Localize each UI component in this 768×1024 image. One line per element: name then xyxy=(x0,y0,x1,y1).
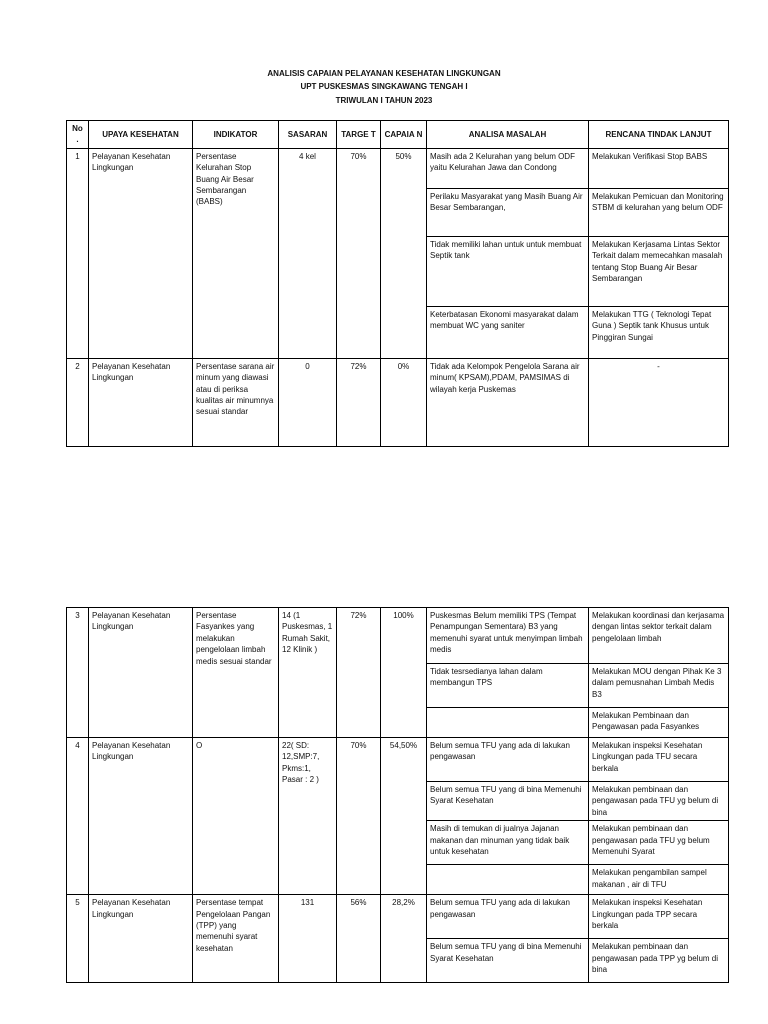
analysis-table-page-1 xyxy=(66,120,729,447)
row-sasaran: 131 xyxy=(279,895,337,983)
row-analisa: Masih di temukan di jualnya Jajanan makanan dan minuman yang tidak baik untuk kesehatan xyxy=(427,821,589,865)
row-rencana: Melakukan MOU dengan Pihak Ke 3 dalam pemusnahan Limbah Medis B3 xyxy=(589,664,729,708)
row-analisa xyxy=(427,708,589,738)
row-rencana: Melakukan inspeksi Kesehatan Lingkungan pada TFU secara berkala xyxy=(589,738,729,782)
row-capaian: 100% xyxy=(381,608,427,738)
table-row xyxy=(67,738,729,782)
row-rencana: Melakukan koordinasi dan kerjasama dengan lintas sektor terkait dalam pengelolaan limbah xyxy=(589,608,729,664)
row-indikator: O xyxy=(193,738,279,895)
row-no: 4 xyxy=(67,738,89,895)
row-analisa: Belum semua TFU yang ada di lakukan pengawasan xyxy=(427,738,589,782)
row-no: 3 xyxy=(67,608,89,738)
header-sasaran: SASARAN xyxy=(279,121,337,149)
row-analisa: Perilaku Masyarakat yang Masih Buang Air Besar Sembarangan, xyxy=(427,188,589,236)
row-analisa: Tidak tesrsedianya lahan dalam membangun TPS xyxy=(427,664,589,708)
row-rencana: Melakukan Pembinaan dan Pengawasan pada Fasyankes xyxy=(589,708,729,738)
row-capaian: 0% xyxy=(381,358,427,446)
row-indikator: Persentase tempat Pengelolaan Pangan (TPP) yang memenuhi syarat kesehatan xyxy=(193,895,279,983)
row-sasaran: 14 (1 Puskesmas, 1 Rumah Sakit, 12 Klinik ) xyxy=(279,608,337,738)
row-analisa: Belum semua TFU yang ada di lakukan pengawasan xyxy=(427,895,589,939)
title-line-2: UPT PUSKESMAS SINGKAWANG TENGAH I xyxy=(300,82,468,91)
table-row xyxy=(67,895,729,939)
analysis-table-page-2 xyxy=(66,607,729,983)
table-row xyxy=(67,608,729,664)
row-analisa: Keterbatasan Ekonomi masyarakat dalam membuat WC yang saniter xyxy=(427,306,589,358)
row-capaian: 54,50% xyxy=(381,738,427,895)
row-analisa: Belum semua TFU yang di bina Memenuhi Syarat Kesehatan xyxy=(427,939,589,983)
header-no: No . xyxy=(67,121,89,149)
header-rencana: RENCANA TINDAK LANJUT xyxy=(589,121,729,149)
header-analisa: ANALISA MASALAH xyxy=(427,121,589,149)
table-header-row xyxy=(67,121,729,149)
row-indikator: Persentase sarana air minum yang diawasi atau di periksa kualitas air minumnya sesuai standar xyxy=(193,358,279,446)
row-target: 72% xyxy=(337,608,381,738)
row-analisa xyxy=(427,865,589,895)
row-rencana: Melakukan TTG ( Teknologi Tepat Guna ) Septik tank Khusus untuk Pinggiran Sungai xyxy=(589,306,729,358)
table-row xyxy=(67,148,729,188)
row-no: 5 xyxy=(67,895,89,983)
row-rencana: Melakukan pembinaan dan pengawasan pada TPP yg belum di bina xyxy=(589,939,729,983)
row-sasaran: 4 kel xyxy=(279,148,337,358)
row-rencana: Melakukan pembinaan dan pengawasan pada TFU yg belum di bina xyxy=(589,782,729,821)
title-line-1: ANALISIS CAPAIAN PELAYANAN KESEHATAN LINGKUNGAN xyxy=(267,69,501,78)
row-target: 70% xyxy=(337,148,381,358)
row-analisa: Tidak memiliki lahan untuk untuk membuat Septik tank xyxy=(427,236,589,306)
row-no: 2 xyxy=(67,358,89,446)
header-indikator: INDIKATOR xyxy=(193,121,279,149)
row-upaya: Pelayanan Kesehatan Lingkungan xyxy=(89,608,193,738)
table-row xyxy=(67,358,729,446)
header-target: TARGE T xyxy=(337,121,381,149)
row-target: 70% xyxy=(337,738,381,895)
row-indikator: Persentase Kelurahan Stop Buang Air Besar Sembarangan (BABS) xyxy=(193,148,279,358)
row-capaian: 50% xyxy=(381,148,427,358)
row-rencana: - xyxy=(589,358,729,446)
row-rencana: Melakukan inspeksi Kesehatan Lingkungan pada TPP secara berkala xyxy=(589,895,729,939)
header-capaian: CAPAIA N xyxy=(381,121,427,149)
row-analisa: Puskesmas Belum memiliki TPS (Tempat Penampungan Sementara) B3 yang memenuhi syarat untuk menyimpan limbah medis xyxy=(427,608,589,664)
row-no: 1 xyxy=(67,148,89,358)
row-analisa: Belum semua TFU yang di bina Memenuhi Syarat Kesehatan xyxy=(427,782,589,821)
row-upaya: Pelayanan Kesehatan Lingkungan xyxy=(89,148,193,358)
row-rencana: Melakukan pembinaan dan pengawasan pada TFU yg belum Memenuhi Syarat xyxy=(589,821,729,865)
row-rencana: Melakukan Kerjasama Lintas Sektor Terkait dalam memecahkan masalah tentang Stop Buang Air Besar Sembarangan xyxy=(589,236,729,306)
header-upaya: UPAYA KESEHATAN xyxy=(89,121,193,149)
row-rencana: Melakukan Pemicuan dan Monitoring STBM di kelurahan yang belum ODF xyxy=(589,188,729,236)
row-sasaran: 22( SD: 12,SMP:7, Pkms:1, Pasar : 2 ) xyxy=(279,738,337,895)
row-target: 72% xyxy=(337,358,381,446)
row-capaian: 28,2% xyxy=(381,895,427,983)
row-upaya: Pelayanan Kesehatan Lingkungan xyxy=(89,358,193,446)
row-rencana: Melakukan Verifikasi Stop BABS xyxy=(589,148,729,188)
row-sasaran: 0 xyxy=(279,358,337,446)
row-rencana: Melakukan pengambilan sampel makanan , air di TFU xyxy=(589,865,729,895)
row-indikator: Persentase Fasyankes yang melakukan pengelolaan limbah medis sesuai standar xyxy=(193,608,279,738)
row-analisa: Masih ada 2 Kelurahan yang belum ODF yaitu Kelurahan Jawa dan Condong xyxy=(427,148,589,188)
row-analisa: Tidak ada Kelompok Pengelola Sarana air minum( KPSAM),PDAM, PAMSIMAS di wilayah kerja Puskemas xyxy=(427,358,589,446)
row-upaya: Pelayanan Kesehatan Lingkungan xyxy=(89,895,193,983)
row-upaya: Pelayanan Kesehatan Lingkungan xyxy=(89,738,193,895)
row-target: 56% xyxy=(337,895,381,983)
title-line-3: TRIWULAN I TAHUN 2023 xyxy=(335,96,433,105)
